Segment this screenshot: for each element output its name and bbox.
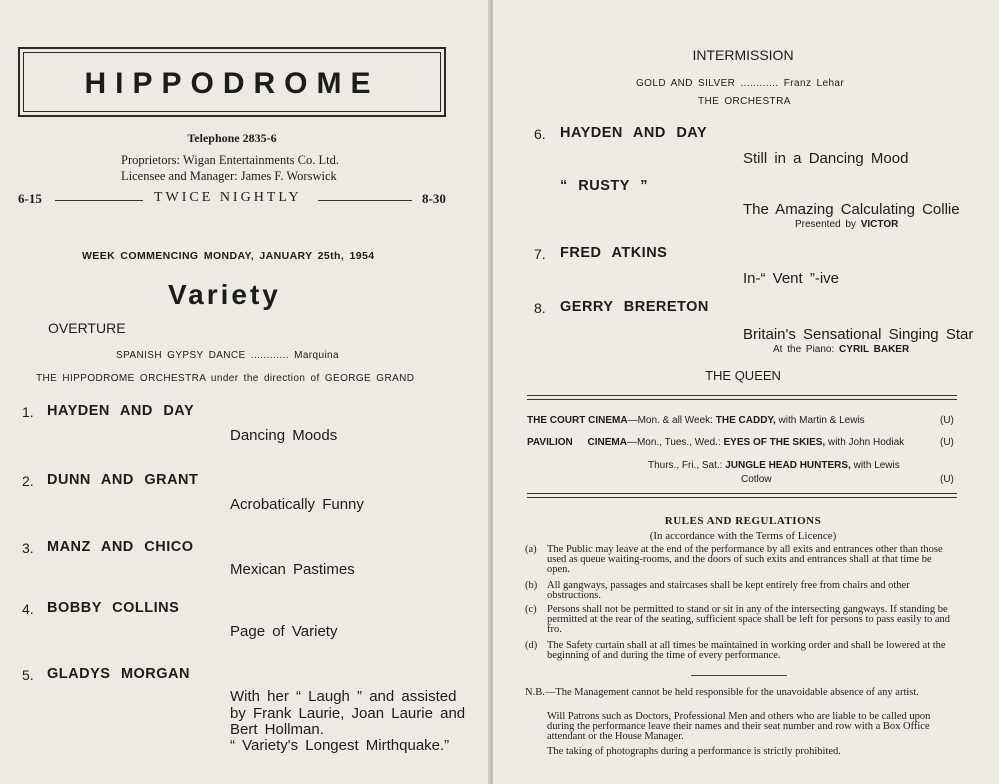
act-description: Dancing Moods (230, 427, 338, 444)
act-name: “ RUSTY ” (560, 178, 648, 194)
piano-accompanist-line: At the Piano: CYRIL BAKER (773, 344, 910, 355)
act-number: 2. (22, 473, 34, 489)
act-description: In-“ Vent ”-ive (743, 270, 840, 287)
act-description: Britain's Sensational Singing Star (743, 326, 974, 343)
cinema-listing: THE COURT CINEMA—Mon. & all Week: THE CADDY, with Martin & Lewis (527, 415, 865, 426)
act-number: 7. (534, 246, 546, 262)
rule-item: (c) Persons shall not be permitted to stand or sit in any of the intersecting gangways. If standing be permitted at the rear of the seating, sufficient space shall be left for persons to pass easily to and fro. (525, 604, 951, 635)
cinema-rating: (U) (940, 437, 954, 448)
act-name: MANZ AND CHICO (47, 539, 194, 555)
orchestra-credit: THE HIPPODROME ORCHESTRA under the direction of GEORGE GRAND (36, 373, 415, 384)
act-description-line: With her “ Laugh ” and assisted (230, 688, 457, 705)
act-number: 6. (534, 126, 546, 142)
act-description: Mexican Pastimes (230, 561, 355, 578)
cinema-cast-continued: Cotlow (741, 474, 772, 485)
act-description: The Amazing Calculating Collie (743, 201, 960, 218)
rules-subtitle: (In accordance with the Terms of Licence) (649, 530, 837, 542)
presented-by-line: Presented by VICTOR (795, 219, 899, 230)
act-description-line: Bert Hollman. (230, 721, 324, 738)
act-name: GLADYS MORGAN (47, 666, 190, 682)
week-commencing: WEEK COMMENCING MONDAY, JANUARY 25th, 1954 (82, 250, 375, 262)
short-divider (691, 675, 787, 676)
act-number: 4. (22, 601, 34, 617)
overture-piece: SPANISH GYPSY DANCE ............ Marquina (116, 350, 339, 361)
act-number: 1. (22, 404, 34, 420)
act-name: GERRY BRERETON (560, 299, 709, 315)
act-name: FRED ATKINS (560, 245, 668, 261)
twice-nightly: TWICE NIGHTLY (154, 190, 302, 205)
theatre-name: HIPPODROME (84, 67, 380, 100)
divider (527, 493, 957, 498)
time-early: 6-15 (18, 191, 42, 206)
act-description: Page of Variety (230, 623, 338, 640)
telephone: Telephone 2835-6 (187, 131, 277, 145)
right-page (493, 0, 999, 784)
cinema-rating: (U) (940, 415, 954, 426)
act-name: DUNN AND GRANT (47, 472, 199, 488)
anthem: THE QUEEN (705, 368, 781, 383)
act-description: Acrobatically Funny (230, 496, 364, 513)
act-number: 8. (534, 300, 546, 316)
cinema-listing: PAVILION CINEMA—Mon., Tues., Wed.: EYES OF THE SKIES, with John Hodiak (527, 437, 905, 448)
act-number: 5. (22, 667, 34, 683)
act-name: BOBBY COLLINS (47, 600, 180, 616)
act-name: HAYDEN AND DAY (560, 125, 708, 141)
rule-item: (d) The Safety curtain shall at all times be maintained in working order and shall be lowered at the beginning of and during the time of every performance. (525, 640, 946, 661)
act-number: 3. (22, 540, 34, 556)
nb-note: The taking of photographs during a performance is strictly prohibited. (547, 746, 841, 757)
cinema-rating: (U) (940, 474, 954, 485)
act-description: Still in a Dancing Mood (743, 150, 909, 167)
left-page (0, 0, 490, 784)
rules-title: RULES AND REGULATIONS (664, 515, 822, 527)
act-description-line: “ Variety's Longest Mirthquake.” (230, 737, 450, 754)
divider (527, 395, 957, 400)
time-late: 8-30 (422, 191, 446, 206)
nb-note: N.B.—The Management cannot be held responsible for the unavoidable absence of any artist. (525, 687, 919, 698)
intermission-piece: GOLD AND SILVER ............ Franz Lehar (636, 78, 845, 89)
overture-heading: OVERTURE (48, 320, 126, 336)
intermission-orchestra: THE ORCHESTRA (698, 96, 791, 107)
licensee: Licensee and Manager: James F. Worswick (121, 169, 337, 183)
nb-note: Will Patrons such as Doctors, Professional Men and others who are liable to be called upon during the performance leave their names and their seat number and row with a Box Office attendant or the House Manager. (547, 711, 931, 742)
title-box (18, 47, 446, 117)
cinema-listing: Thurs., Fri., Sat.: JUNGLE HEAD HUNTERS, with Lewis (648, 460, 900, 471)
intermission-heading: INTERMISSION (692, 47, 794, 63)
act-description-line: by Frank Laurie, Joan Laurie and (230, 705, 466, 722)
act-name: HAYDEN AND DAY (47, 403, 195, 419)
proprietors: Proprietors: Wigan Entertainments Co. Ltd. (121, 153, 339, 167)
show-title: Variety (168, 279, 281, 310)
rule-item: (b) All gangways, passages and staircases shall be kept entirely free from chairs and other obstructions. (525, 580, 910, 601)
rule-item: (a) The Public may leave at the end of the performance by all exits and entrances other than those used as queue waiting-rooms, and the doors of such exits and entrances shall at that time be open. (525, 544, 943, 575)
